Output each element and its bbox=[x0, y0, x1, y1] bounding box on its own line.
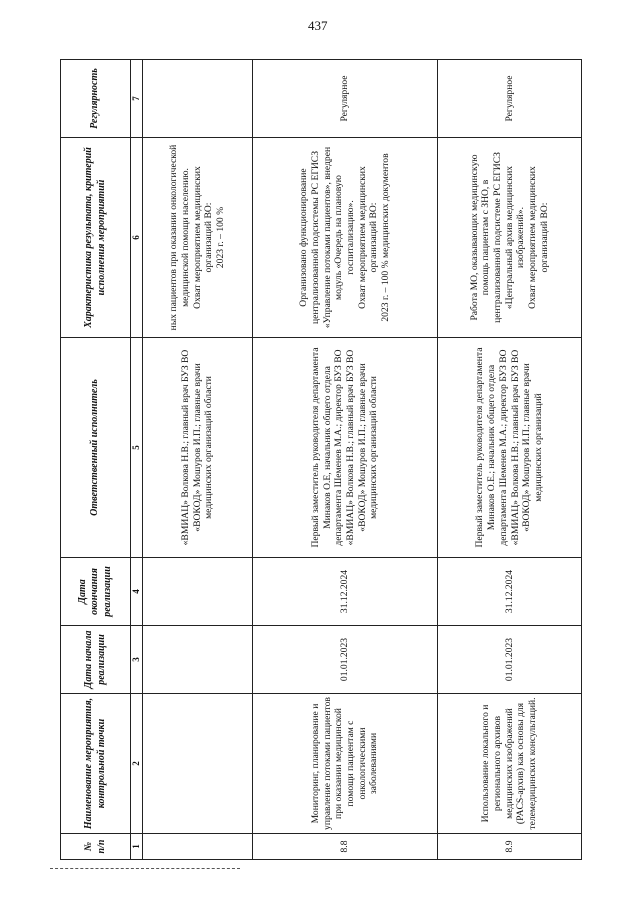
column-number: 1 bbox=[131, 834, 143, 860]
header-num: № п/п bbox=[61, 834, 131, 860]
column-number: 5 bbox=[131, 338, 143, 558]
end-date: 31.12.2024 bbox=[438, 558, 582, 626]
header-end: Дата окончания реализации bbox=[61, 558, 131, 626]
table-wrapper bbox=[60, 60, 580, 860]
header-name: Наименование мероприятия, контрольной точки bbox=[61, 694, 131, 834]
row-number: 8.8 bbox=[253, 834, 438, 860]
header-responsible: Ответственный исполнитель bbox=[61, 338, 131, 558]
row-number bbox=[143, 834, 253, 860]
result-criterion: ных пациентов при оказании онкологической медицинской помощи населению. Охват мероприятием медицинских организаций ВО: 2023 г. – 100 % bbox=[143, 138, 253, 338]
column-number-row bbox=[131, 60, 143, 860]
page-number: 437 bbox=[308, 18, 328, 33]
regularity: Регулярное bbox=[438, 60, 582, 138]
end-date: 31.12.2024 bbox=[253, 558, 438, 626]
result-criterion: Работа МО, оказывающих медицинскую помощь пациентам с ЗНО, в централизованной подсистеме РС ЕГИСЗ «Центральный архив медицинских изображений». Охват мероприятием медицинских организаций ВО: bbox=[438, 138, 582, 338]
header-result: Характеристика результата, критерий исполнения мероприятий bbox=[61, 138, 131, 338]
column-number: 4 bbox=[131, 558, 143, 626]
header-row bbox=[61, 60, 131, 860]
responsible-executor: Первый заместитель руководителя департамента Минаков О.Е.; начальник общего отдела департамента Шеменев М.А.; директор БУЗ ВО «ВМИАЦ» Волкова Н.В.; главный врач БУЗ ВО «ВОКОД» Мошуров И.П.; главные врачи медицинских организаций bbox=[438, 338, 582, 558]
responsible-executor: «ВМИАЦ» Волкова Н.В.; главный врач БУЗ ВО «ВОКОД» Мошуров И.П.; главные врачи медицинских организаций области bbox=[143, 338, 253, 558]
column-number: 3 bbox=[131, 626, 143, 694]
regularity: Регулярное bbox=[253, 60, 438, 138]
column-number: 6 bbox=[131, 138, 143, 338]
plan-table bbox=[60, 59, 582, 860]
footer-divider bbox=[50, 868, 240, 869]
activity-name: Использование локального и регионального архивов медицинских изображений (PACS-архив) как основы для телемедицинских консультаций. bbox=[438, 694, 582, 834]
table-row bbox=[253, 60, 438, 860]
regularity bbox=[143, 60, 253, 138]
result-criterion: Организовано функционирование централизованной подсистемы РС ЕГИСЗ «Управление потоками пациентов», внедрен модуль «Очередь на плановую госпитализацию». Охват мероприятием медицинских организаций ВО: 2023 г. – 100 % медицинских документов bbox=[253, 138, 438, 338]
start-date: 01.01.2023 bbox=[438, 626, 582, 694]
activity-name bbox=[143, 694, 253, 834]
header-regularity: Регулярность bbox=[61, 60, 131, 138]
column-number: 2 bbox=[131, 694, 143, 834]
header-start: Дата начала реализации bbox=[61, 626, 131, 694]
start-date: 01.01.2023 bbox=[253, 626, 438, 694]
start-date bbox=[143, 626, 253, 694]
end-date bbox=[143, 558, 253, 626]
table-row bbox=[143, 60, 253, 860]
column-number: 7 bbox=[131, 60, 143, 138]
responsible-executor: Первый заместитель руководителя департамента Минаков О.Е, начальник общего отдела департамента Шеменев М.А.; директор БУЗ ВО «ВМИАЦ» Волкова Н.В.; главный врач БУЗ ВО «ВОКОД» Мошуров И.П.; главные врачи медицинских организаций области bbox=[253, 338, 438, 558]
row-number: 8.9 bbox=[438, 834, 582, 860]
table-row bbox=[438, 60, 582, 860]
rotated-page-area bbox=[60, 60, 640, 854]
activity-name: Мониторинг, планирование и управление потоками пациентов при оказании медицинской помощи пациентам с онкологическими заболеваниями bbox=[253, 694, 438, 834]
